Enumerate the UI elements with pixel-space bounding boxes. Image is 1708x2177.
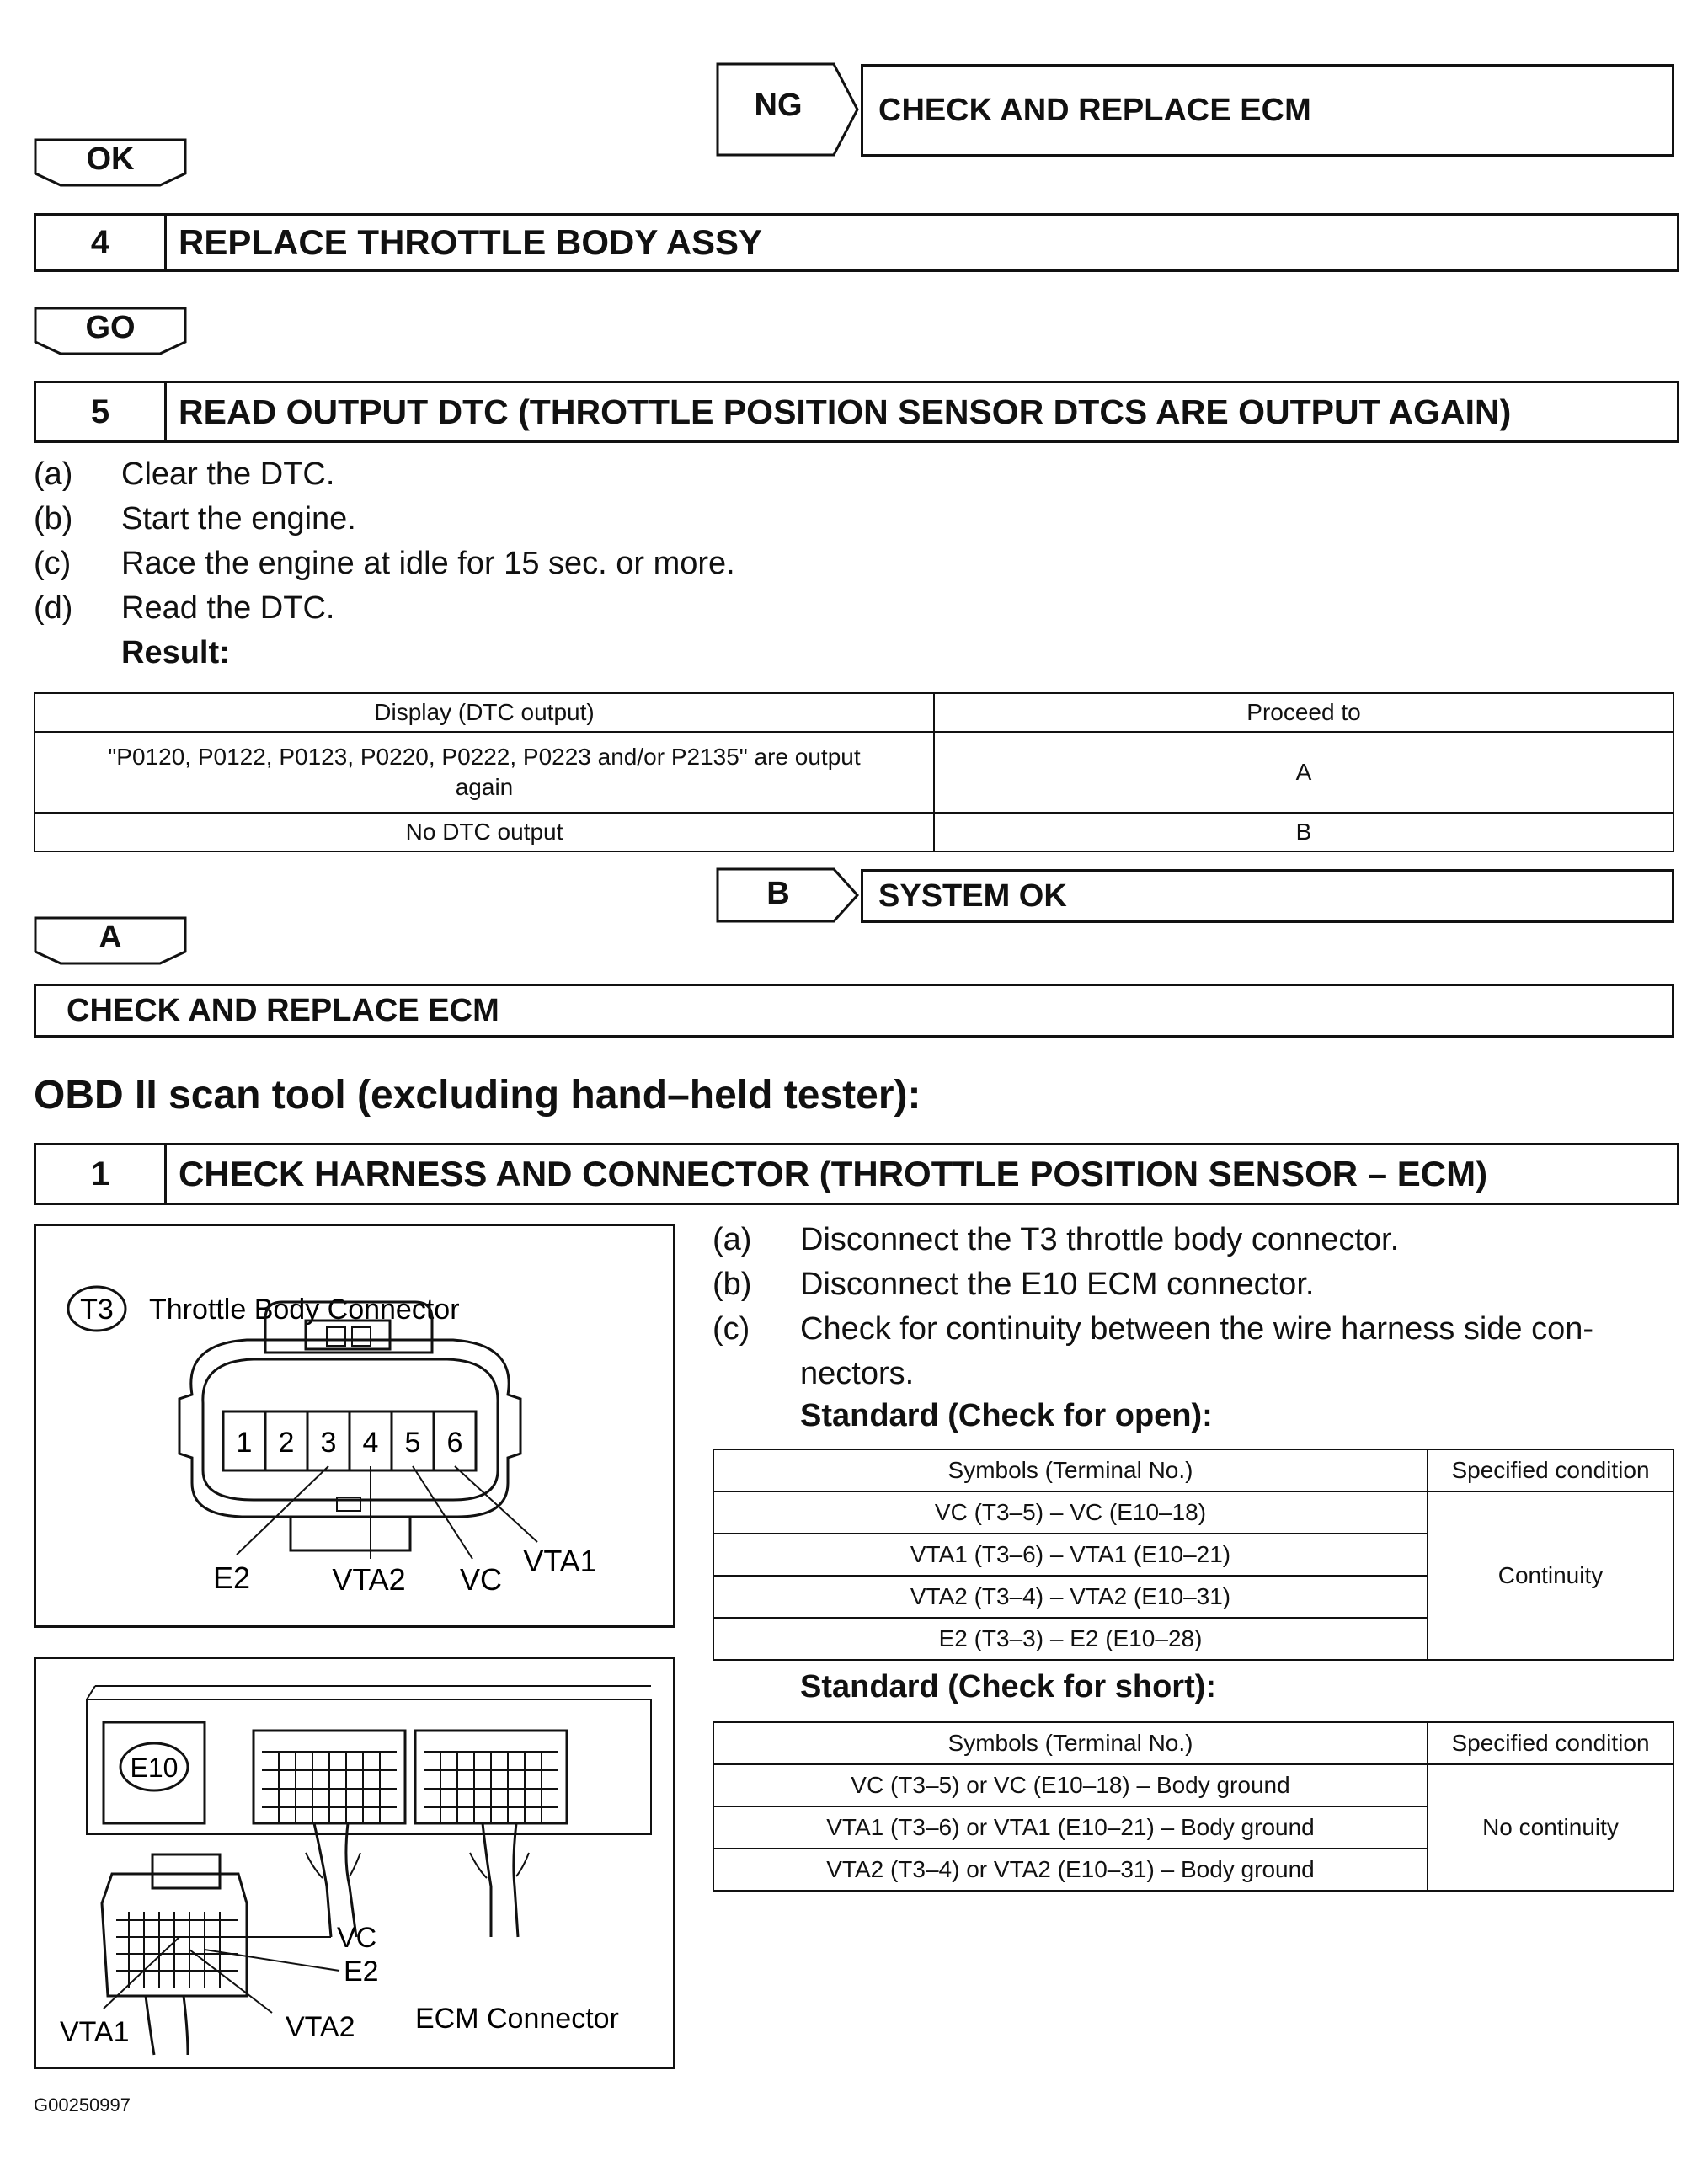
b-branch-action: SYSTEM OK (861, 869, 1674, 923)
procedure-item: (a) Clear the DTC. (34, 456, 335, 492)
table-cell: VTA1 (T3–6) – VTA1 (E10–21) (713, 1534, 1428, 1576)
procedure-item: (c) Race the engine at idle for 15 sec. or more. (34, 546, 735, 581)
t3-badge: T3 (80, 1294, 114, 1326)
label-vc: VC (459, 1562, 503, 1597)
pin-1: 1 (236, 1427, 253, 1459)
pin-5: 5 (404, 1427, 421, 1459)
pin-3: 3 (320, 1427, 337, 1459)
table-cell: E2 (T3–3) – E2 (E10–28) (713, 1618, 1428, 1660)
label-e2: E2 (212, 1561, 251, 1595)
ecm-label-vc: VC (337, 1922, 377, 1954)
table-cell: VC (T3–5) or VC (E10–18) – Body ground (713, 1764, 1428, 1806)
table-header: Specified condition (1428, 1722, 1673, 1764)
table-header: Specified condition (1428, 1449, 1673, 1491)
table-header: Symbols (Terminal No.) (713, 1722, 1428, 1764)
ng-branch-action: CHECK AND REPLACE ECM (861, 64, 1674, 157)
step-1-procedure (713, 1218, 1677, 1396)
procedure-item: (a) Disconnect the T3 throttle body connector. (713, 1222, 1400, 1257)
ecm-label-e2: E2 (344, 1956, 379, 1988)
a-route-tag (34, 916, 187, 965)
step-title: CHECK HARNESS AND CONNECTOR (THROTTLE POSITION SENSOR – ECM) (179, 1154, 1488, 1193)
table-header: Symbols (Terminal No.) (713, 1449, 1428, 1491)
table-cell: B (934, 813, 1673, 851)
standard-open-label: Standard (Check for open): (800, 1398, 1213, 1433)
ok-label: OK (86, 141, 135, 177)
e10-badge: E10 (130, 1753, 179, 1783)
label-vta1: VTA1 (523, 1544, 597, 1578)
step-number: 1 (36, 1145, 167, 1203)
ecm-connector-figure (34, 1657, 675, 2069)
a-label: A (99, 920, 122, 955)
table-cell: A (934, 732, 1673, 813)
obd-section-heading: OBD II scan tool (excluding hand–held tester): (34, 1073, 921, 1118)
b-branch-tag (716, 867, 859, 927)
procedure-item: nectors. (800, 1356, 915, 1391)
table-cell: VC (T3–5) – VC (E10–18) (713, 1491, 1428, 1534)
open-check-table (713, 1449, 1674, 1661)
table-cell: VTA2 (T3–4) – VTA2 (E10–31) (713, 1576, 1428, 1618)
step-number: 5 (36, 383, 167, 440)
ecm-connector-diagram (36, 1659, 673, 2067)
pin-4: 4 (362, 1427, 379, 1459)
table-cell: No DTC output (35, 813, 934, 851)
pin-2: 2 (278, 1427, 295, 1459)
b-tag-label: B (766, 876, 790, 911)
ng-branch-tag (716, 62, 859, 161)
table-cell: VTA1 (T3–6) or VTA1 (E10–21) – Body ground (713, 1806, 1428, 1849)
procedure-item: (c) Check for continuity between the wire harness side con- (713, 1311, 1594, 1347)
procedure-item: (b) Start the engine. (34, 501, 356, 536)
table-cell: No continuity (1428, 1764, 1673, 1891)
result-label: Result: (121, 635, 230, 670)
standard-short-label: Standard (Check for short): (800, 1669, 1217, 1705)
figure-caption: ECM Connector (415, 2003, 619, 2035)
table-cell: "P0120, P0122, P0123, P0220, P0222, P0223 and/or P2135" are output again (35, 732, 934, 813)
table-cell: Continuity (1428, 1491, 1673, 1660)
table-cell: VTA2 (T3–4) or VTA2 (E10–31) – Body ground (713, 1849, 1428, 1891)
step-5-procedure (34, 452, 1044, 675)
step-4-header (34, 213, 1679, 272)
ng-tag-label: NG (754, 88, 803, 123)
throttle-body-connector-figure (34, 1224, 675, 1628)
step-title: READ OUTPUT DTC (THROTTLE POSITION SENSOR DTCS ARE OUTPUT AGAIN) (179, 392, 1512, 431)
ok-route-tag (34, 138, 187, 187)
procedure-item: (d) Read the DTC. (34, 590, 335, 626)
throttle-body-connector-diagram (36, 1226, 673, 1625)
step-title: REPLACE THROTTLE BODY ASSY (179, 222, 763, 262)
figure-caption: Throttle Body Connector (149, 1294, 460, 1326)
short-check-table (713, 1721, 1674, 1892)
step-1-header (34, 1143, 1679, 1205)
figure-code: G00250997 (34, 2094, 131, 2116)
final-action-bar: CHECK AND REPLACE ECM (34, 984, 1674, 1038)
label-vta2: VTA2 (332, 1562, 406, 1597)
step-number: 4 (36, 216, 167, 269)
table-header: Proceed to (934, 693, 1673, 732)
table-header: Display (DTC output) (35, 693, 934, 732)
procedure-item: (b) Disconnect the E10 ECM connector. (713, 1267, 1315, 1302)
ecm-label-vta2: VTA2 (286, 2011, 355, 2043)
go-route-tag (34, 307, 187, 355)
step-5-header (34, 381, 1679, 443)
go-label: GO (85, 310, 136, 345)
result-table (34, 692, 1674, 852)
pin-6: 6 (446, 1427, 463, 1459)
ecm-label-vta1: VTA1 (60, 2016, 130, 2048)
